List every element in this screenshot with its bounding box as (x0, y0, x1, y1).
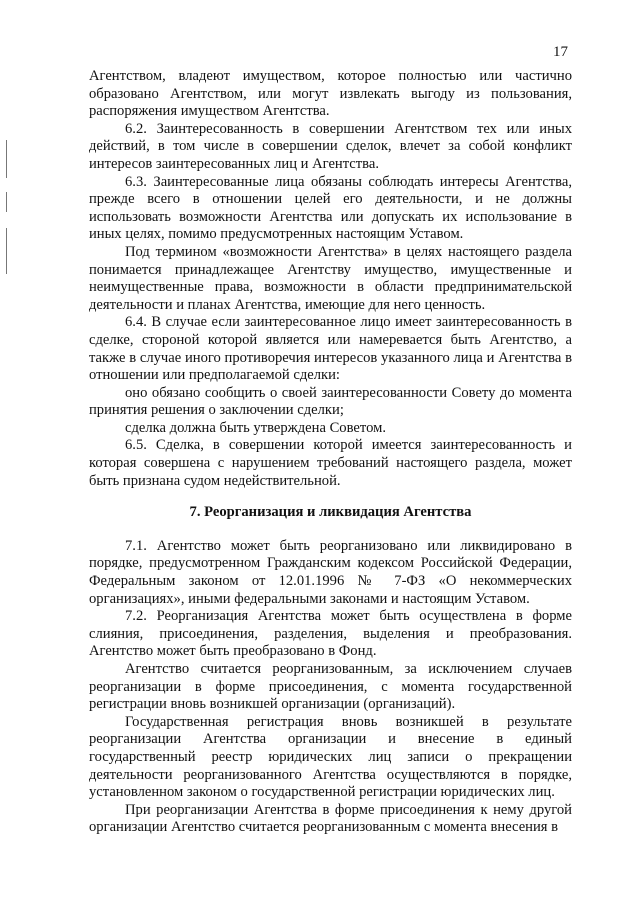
paragraph: При реорганизации Агентства в форме присоединения к нему другой организации Агентство считается реорганизованным с момента внесения в (89, 801, 572, 836)
paragraph: Агентством, владеют имуществом, которое полностью или частично образовано Агентством, или могут извлекать выгоду из пользования, распоряжения имуществом Агентства. (89, 68, 572, 120)
paragraph: 6.4. В случае если заинтересованное лицо имеет заинтересованность в сделке, стороной которой является или намеревается быть Агентство, а также в случае иного противоречия интересов указанного лица и Агентства в отношении или предполагаемой сделки: (89, 314, 572, 384)
paragraphs-after-section (89, 538, 572, 837)
paragraph: 6.3. Заинтересованные лица обязаны соблюдать интересы Агентства, прежде всего в отношении целей его деятельности, и не должны использовать возможности Агентства или допускать их использование в иных целях, помимо предусмотренных настоящим Уставом. (89, 173, 572, 243)
paragraph: 7.1. Агентство может быть реорганизовано или ликвидировано в порядке, предусмотренном Гражданским кодексом Российской Федерации, Федеральным законом от 12.01.1996 № 7-ФЗ «О некоммерческих организациях», иными федеральными законами и настоящим Уставом. (89, 537, 572, 607)
page-number: 17 (553, 44, 568, 60)
section-heading: 7. Реорганизация и ликвидация Агентства (189, 504, 472, 521)
paragraph: оно обязано сообщить о своей заинтересованности Совету до момента принятия решения о заключении сделки; (89, 384, 572, 419)
document-body (89, 68, 572, 837)
paragraphs-before-section (89, 68, 572, 490)
paragraph: 6.2. Заинтересованность в совершении Агентством тех или иных действий, в том числе в совершении сделок, влечет за собой конфликт интересов заинтересованных лиц и Агентства. (89, 120, 572, 172)
paragraph: Под термином «возможности Агентства» в целях настоящего раздела понимается принадлежащее Агентству имущество, имущественные и неимущественные права, возможности в области предпринимательской деятельности и планах Агентства, имеющие для него ценность. (89, 243, 572, 313)
paragraph: 6.5. Сделка, в совершении которой имеется заинтересованность и которая совершена с нарушением требований настоящего раздела, может быть признана судом недействительной. (89, 437, 572, 489)
paragraph: Агентство считается реорганизованным, за исключением случаев реорганизации в форме присоединения, с момента государственной регистрации вновь возникшей организации (организаций). (89, 661, 572, 713)
scan-margin-marks (6, 140, 9, 275)
paragraph: 7.2. Реорганизация Агентства может быть осуществлена в форме слияния, присоединения, разделения, выделения и преобразования. Агентство может быть преобразовано в Фонд. (89, 608, 572, 660)
paragraph: Государственная регистрация вновь возникшей в результате реорганизации Агентства организации и внесение в единый государственный реестр юридических лиц записи о прекращении деятельности реорганизованного Агентства осуществляются в порядке, установленном законом о государственной регистрации юридических лиц. (89, 713, 572, 801)
paragraph: сделка должна быть утверждена Советом. (125, 419, 386, 436)
